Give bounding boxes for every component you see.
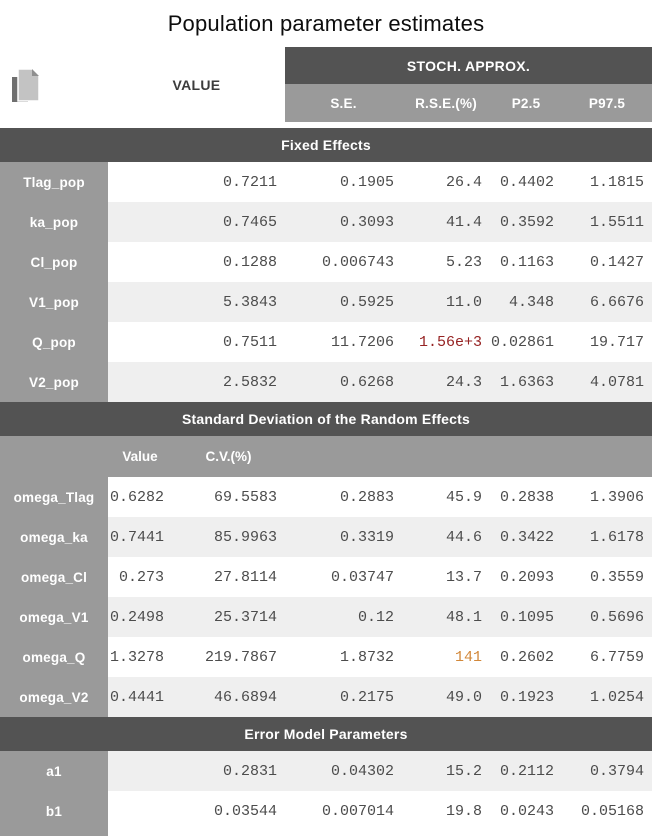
table-row-v1-pop <box>0 282 652 322</box>
p25-cell: 0.2602 <box>490 637 562 677</box>
rse-cell: 49.0 <box>402 677 490 717</box>
section-header-fixed-effects: Fixed Effects <box>0 128 652 162</box>
rse-cell: 15.2 <box>402 751 490 791</box>
table-row-omega-q <box>0 637 652 677</box>
table-row-omega-cl <box>0 557 652 597</box>
section-header-error-model-parameters: Error Model Parameters <box>0 717 652 751</box>
value-cell: 0.7511 <box>108 322 285 362</box>
p25-cell: 0.3592 <box>490 202 562 242</box>
se-cell: 0.12 <box>285 597 402 637</box>
page-title: Population parameter estimates <box>167 10 485 36</box>
value-cell: 0.6282 <box>108 477 172 517</box>
se-cell: 0.6268 <box>285 362 402 402</box>
value-cell: 0.7465 <box>108 202 285 242</box>
p975-cell: 0.5696 <box>562 597 652 637</box>
value-cell: 0.1288 <box>108 242 285 282</box>
se-cell: 1.8732 <box>285 637 402 677</box>
se-cell: 0.03747 <box>285 557 402 597</box>
copy-icon <box>9 66 43 106</box>
table-row-a1 <box>0 751 652 791</box>
p975-cell: 0.3559 <box>562 557 652 597</box>
p975-cell: 0.05168 <box>562 791 652 831</box>
rse-cell: 19.8 <box>402 791 490 831</box>
subcolumn-header-c-v: C.V.(%) <box>205 449 252 464</box>
se-cell: 0.007014 <box>285 791 402 831</box>
table-body <box>0 128 652 836</box>
p25-cell: 0.2838 <box>490 477 562 517</box>
p25-cell: 0.2093 <box>490 557 562 597</box>
rse-cell: 13.7 <box>402 557 490 597</box>
cv-cell: 69.5583 <box>172 477 285 517</box>
p25-cell: 0.1095 <box>490 597 562 637</box>
cv-cell: 46.6894 <box>172 677 285 717</box>
param-label: ka_pop <box>0 202 108 242</box>
cv-cell: 27.8114 <box>172 557 285 597</box>
p975-cell: 6.6676 <box>562 282 652 322</box>
table-row-tlag-pop <box>0 162 652 202</box>
column-group-stoch-approx: STOCH. APPROX. <box>285 47 652 84</box>
param-label: V2_pop <box>0 362 108 402</box>
param-label: omega_V2 <box>0 677 108 717</box>
param-label: omega_ka <box>0 517 108 557</box>
bottom-filler-row <box>0 831 652 836</box>
rse-cell: 45.9 <box>402 477 490 517</box>
section-header-standard-deviation-of-the-random-effects: Standard Deviation of the Random Effects <box>0 402 652 436</box>
p25-cell: 4.348 <box>490 282 562 322</box>
column-header-p25: P2.5 <box>511 95 541 111</box>
p25-cell: 0.0243 <box>490 791 562 831</box>
value-cell: 0.273 <box>108 557 172 597</box>
se-cell: 0.04302 <box>285 751 402 791</box>
value-cell: 0.4441 <box>108 677 172 717</box>
table-row-omega-v1 <box>0 597 652 637</box>
p25-cell: 0.3422 <box>490 517 562 557</box>
p975-cell: 19.717 <box>562 322 652 362</box>
bottom-filler-cell <box>108 831 652 836</box>
table-row-b1 <box>0 791 652 831</box>
random-effects-subheader <box>0 436 652 477</box>
param-label: Cl_pop <box>0 242 108 282</box>
param-label: V1_pop <box>0 282 108 322</box>
stoch-subcolumns <box>285 84 652 122</box>
p975-cell: 0.1427 <box>562 242 652 282</box>
se-cell: 0.3093 <box>285 202 402 242</box>
p25-cell: 0.1923 <box>490 677 562 717</box>
cv-cell: 219.7867 <box>172 637 285 677</box>
p25-cell: 0.2112 <box>490 751 562 791</box>
value-cell: 2.5832 <box>108 362 285 402</box>
p25-cell: 1.6363 <box>490 362 562 402</box>
bottom-filler-label-column <box>0 831 108 836</box>
rse-cell: 26.4 <box>402 162 490 202</box>
value-cell: 0.7441 <box>108 517 172 557</box>
value-cell: 0.2498 <box>108 597 172 637</box>
p975-cell: 1.0254 <box>562 677 652 717</box>
value-cell: 0.2831 <box>108 751 285 791</box>
table-row-cl-pop <box>0 242 652 282</box>
rse-cell: 5.23 <box>402 242 490 282</box>
column-header-p975: P97.5 <box>588 95 626 111</box>
p975-cell: 1.3906 <box>562 477 652 517</box>
table-row-omega-tlag <box>0 477 652 517</box>
rse-cell: 11.0 <box>402 282 490 322</box>
se-cell: 0.5925 <box>285 282 402 322</box>
column-header-value: VALUE <box>172 76 221 93</box>
se-cell: 0.2883 <box>285 477 402 517</box>
copy-table-button[interactable] <box>8 65 44 107</box>
se-cell: 0.3319 <box>285 517 402 557</box>
value-cell: 0.7211 <box>108 162 285 202</box>
p975-cell: 1.5511 <box>562 202 652 242</box>
se-cell: 0.1905 <box>285 162 402 202</box>
param-label: b1 <box>0 791 108 831</box>
rse-cell: 141 <box>402 637 490 677</box>
p975-cell: 1.6178 <box>562 517 652 557</box>
p975-cell: 0.3794 <box>562 751 652 791</box>
column-header-se: S.E. <box>330 95 357 111</box>
param-label: omega_Cl <box>0 557 108 597</box>
p975-cell: 6.7759 <box>562 637 652 677</box>
param-label: Tlag_pop <box>0 162 108 202</box>
se-cell: 0.006743 <box>285 242 402 282</box>
param-label: Q_pop <box>0 322 108 362</box>
se-cell: 0.2175 <box>285 677 402 717</box>
rse-cell: 48.1 <box>402 597 490 637</box>
rse-cell: 24.3 <box>402 362 490 402</box>
param-label: omega_Q <box>0 637 108 677</box>
rse-cell: 1.56e+3 <box>402 322 490 362</box>
rse-cell: 41.4 <box>402 202 490 242</box>
cv-cell: 25.3714 <box>172 597 285 637</box>
p975-cell: 1.1815 <box>562 162 652 202</box>
param-label: omega_Tlag <box>0 477 108 517</box>
param-label: a1 <box>0 751 108 791</box>
value-cell: 0.03544 <box>108 791 285 831</box>
table-row-omega-ka <box>0 517 652 557</box>
p975-cell: 4.0781 <box>562 362 652 402</box>
column-header-rse: R.S.E.(%) <box>415 95 477 111</box>
param-label: omega_V1 <box>0 597 108 637</box>
p25-cell: 0.02861 <box>490 322 562 362</box>
table-row-q-pop <box>0 322 652 362</box>
table-row-v2-pop <box>0 362 652 402</box>
subcolumn-header-value: Value <box>122 449 158 464</box>
rse-cell: 44.6 <box>402 517 490 557</box>
table-row-omega-v2 <box>0 677 652 717</box>
p25-cell: 0.1163 <box>490 242 562 282</box>
table-header <box>0 47 652 122</box>
se-cell: 11.7206 <box>285 322 402 362</box>
value-cell: 1.3278 <box>108 637 172 677</box>
cv-cell: 85.9963 <box>172 517 285 557</box>
p25-cell: 0.4402 <box>490 162 562 202</box>
value-cell: 5.3843 <box>108 282 285 322</box>
table-row-ka-pop <box>0 202 652 242</box>
